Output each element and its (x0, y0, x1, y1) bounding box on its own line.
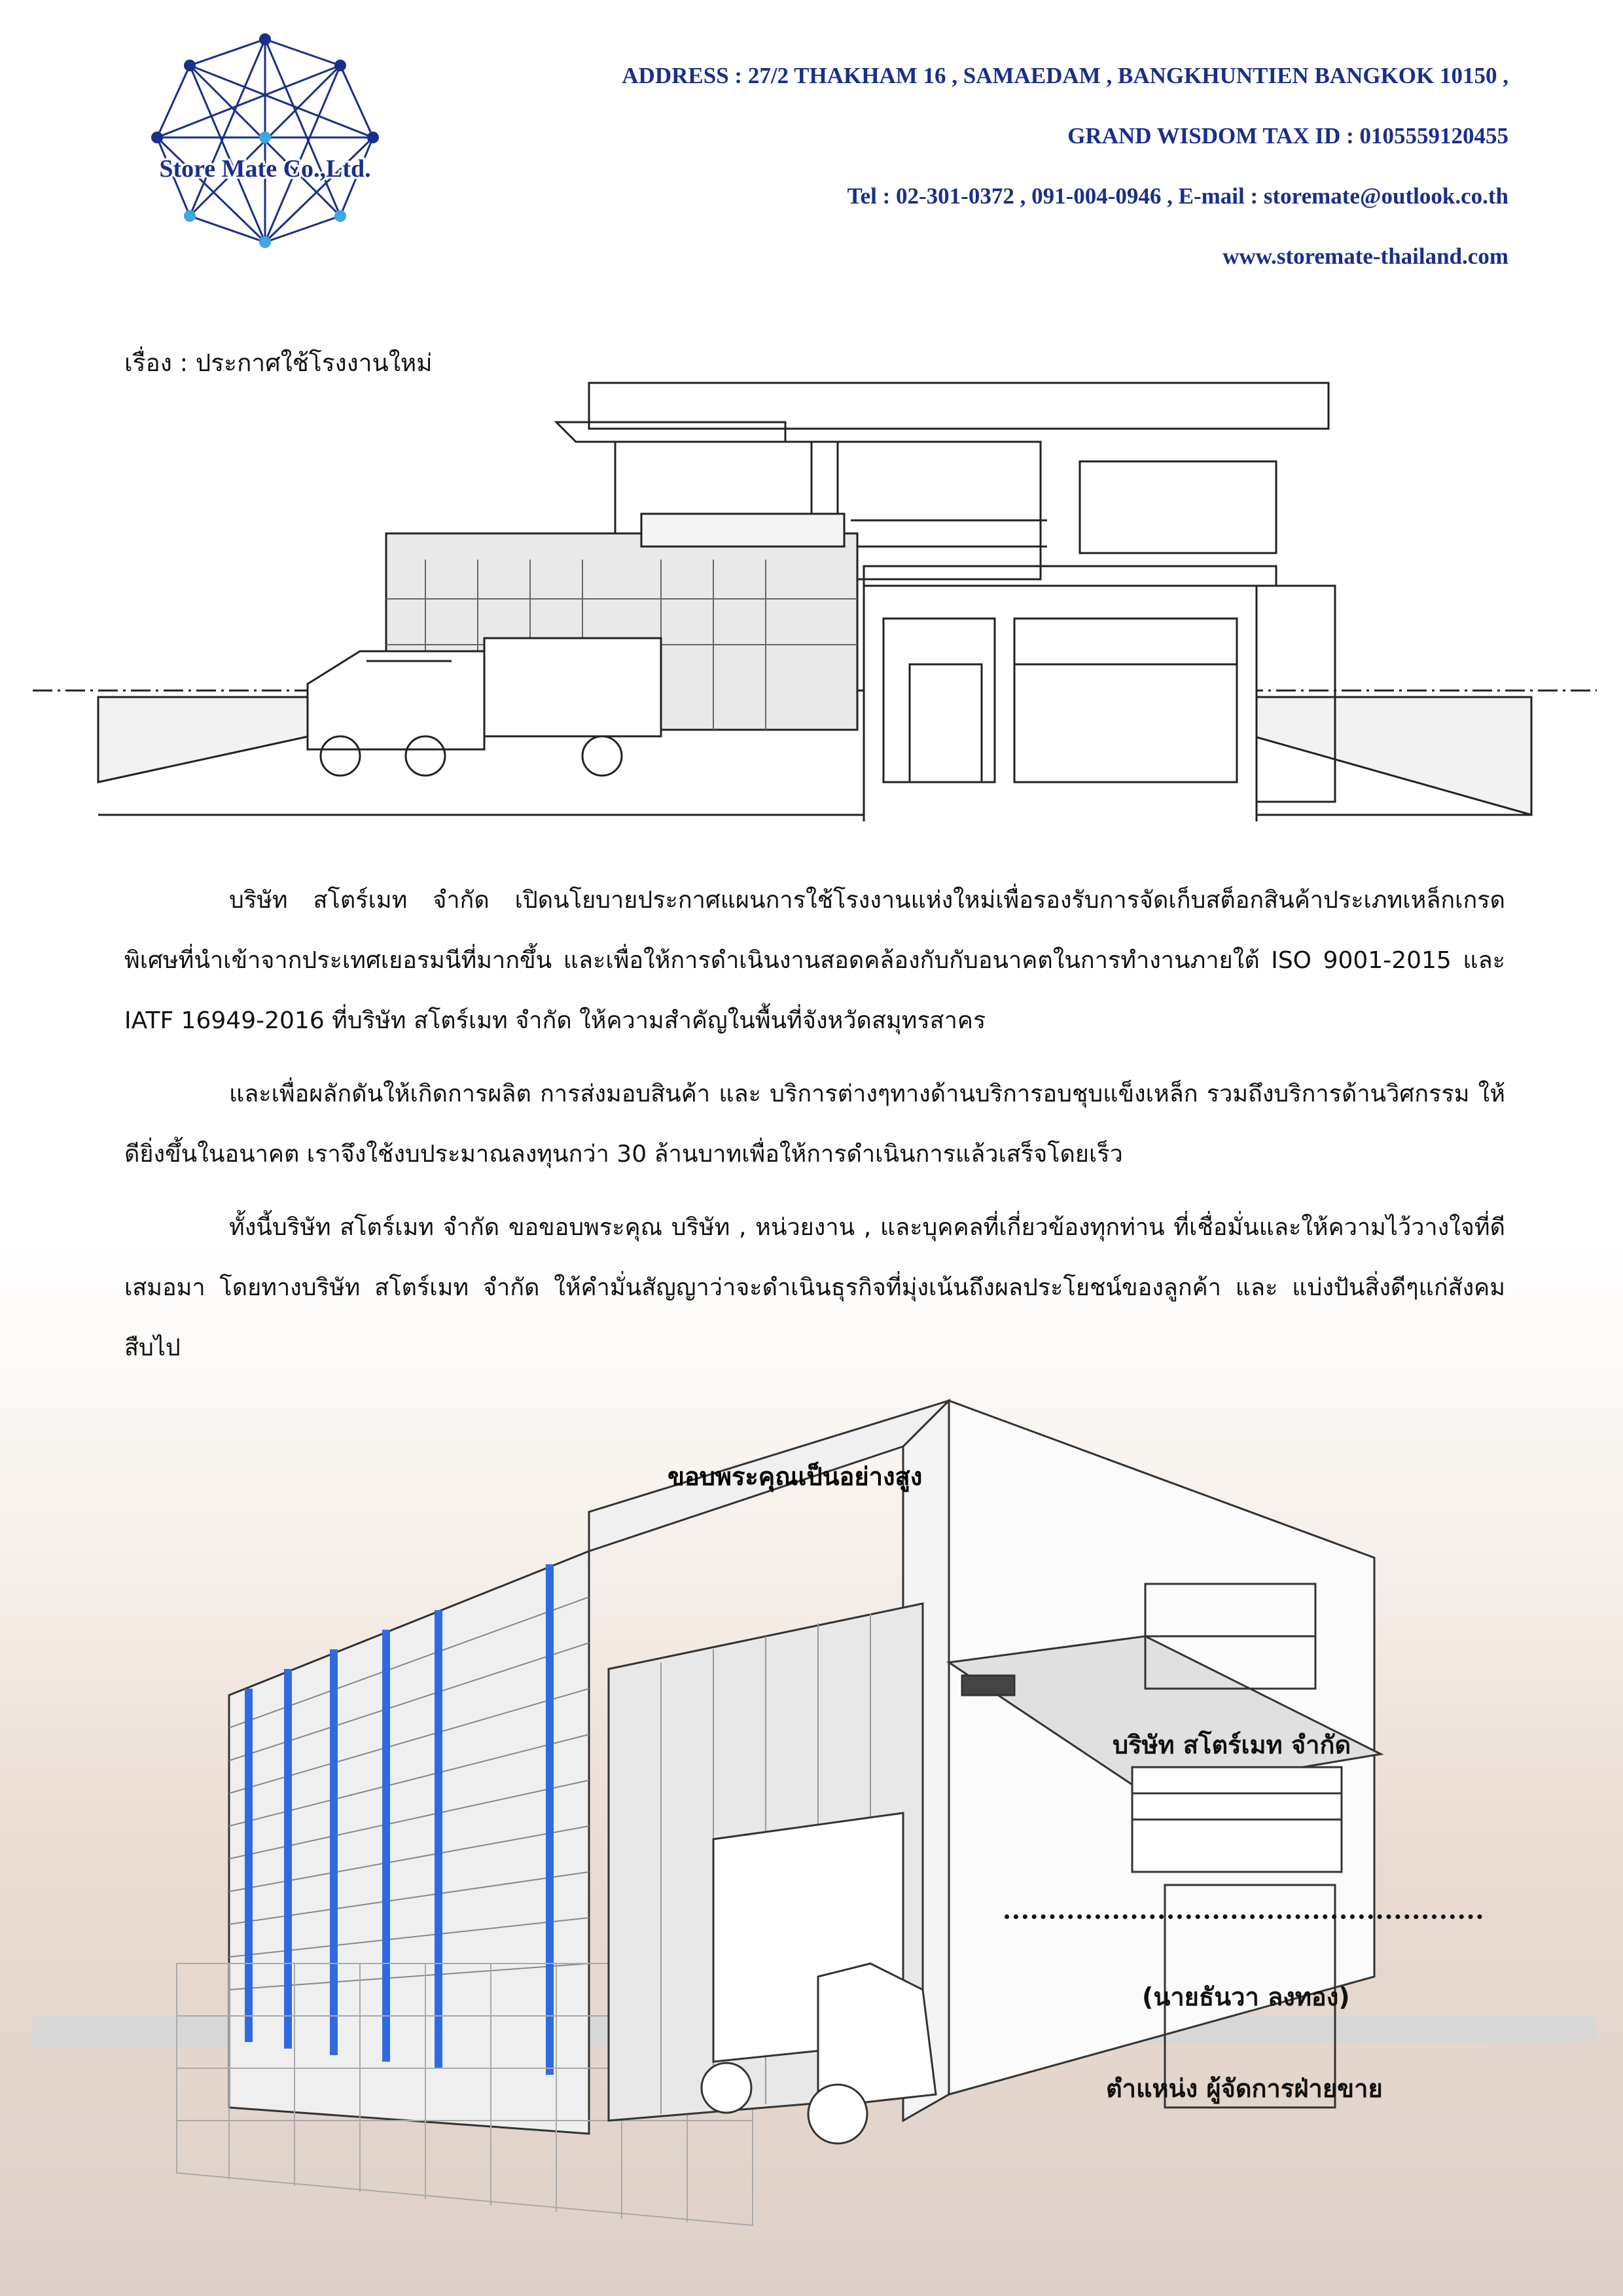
company-address: ADDRESS : 27/2 THAKHAM 16 , SAMAEDAM , BANGKHUNTIEN BANGKOK 10150 , (622, 63, 1508, 88)
paragraph: และเพื่อผลักดันให้เกิดการผลิต การส่งมอบสินค้า และ บริการต่างๆทางด้านบริการอบชุบแข็งเหล็ก รวมถึงบริการด้านวิศกรรม ให้ดียิ่งขึ้นในอนาคต เราจึงใช้งบประมาณลงทุนกว่า 30 ล้านบาทเพื่อให้การดำเนินการแล้วเสร็จโดยเร็ว (124, 1081, 1505, 1168)
signature-position: ตำแหน่ง ผู้จัดการฝ่ายขาย (1106, 2074, 1383, 2103)
signature-name: (นายธันวา ลงทอง) (1142, 1982, 1350, 2011)
announcement-body (124, 870, 1505, 1391)
closing-thanks: ขอบพระคุณเป็นอย่างสูง (668, 1462, 923, 1491)
company-contact: Tel : 02-301-0372 , 091-004-0946 , E-mail : storemate@outlook.co.th (847, 183, 1508, 209)
paragraph: บริษัท สโตร์เมท จำกัด เปิดนโยบายประกาศแผนการใช้โรงงานแห่งใหม่เพื่อรองรับการจัดเก็บสต็อกสินค้าประเภทเหล็กเกรดพิเศษที่นำเข้าจากประเทศเยอรมนีที่มากขึ้น และเพื่อให้การดำเนินงานสอดคล้องกับกับอนาคตในการทำงานภายใต้ ISO 9001-2015 และ IATF 16949-2016 ที่บริษัท สโตร์เมท จำกัด ให้ความสำคัญในพื้นที่จังหวัดสมุทรสาคร (124, 887, 1505, 1034)
company-website: www.storemate-thailand.com (1222, 243, 1508, 269)
factory-front-sketch (33, 363, 1597, 821)
paragraph: ทั้งนี้บริษัท สโตร์เมท จำกัด ขอขอบพระคุณ บริษัท , หน่วยงาน , และบุคคลที่เกี่ยวข้องทุกท่าน ที่เชื่อมั่นและให้ความไว้วางใจที่ดีเสมอมา โดยทางบริษัท สโตร์เมท จำกัด ให้คำมั่นสัญญาว่าจะดำเนินธุรกิจที่มุ่งเน้นถึงผลประโยชน์ของลูกค้า และ แบ่งปันสิ่งดีๆแก่สังคมสืบไป (124, 1214, 1505, 1361)
signature-line (1005, 1914, 1482, 1919)
letterhead (363, 46, 1508, 287)
company-tax-id: GRAND WISDOM TAX ID : 0105559120455 (1067, 123, 1508, 149)
signature-company: บริษัท สโตร์เมท จำกัด (1113, 1731, 1351, 1759)
logo-text: Store Mate Co.,Ltd. (159, 155, 371, 183)
subject-line: เรื่อง : ประกาศใช้โรงงานใหม่ (124, 349, 433, 377)
factory-perspective-sketch (33, 1388, 1597, 2265)
